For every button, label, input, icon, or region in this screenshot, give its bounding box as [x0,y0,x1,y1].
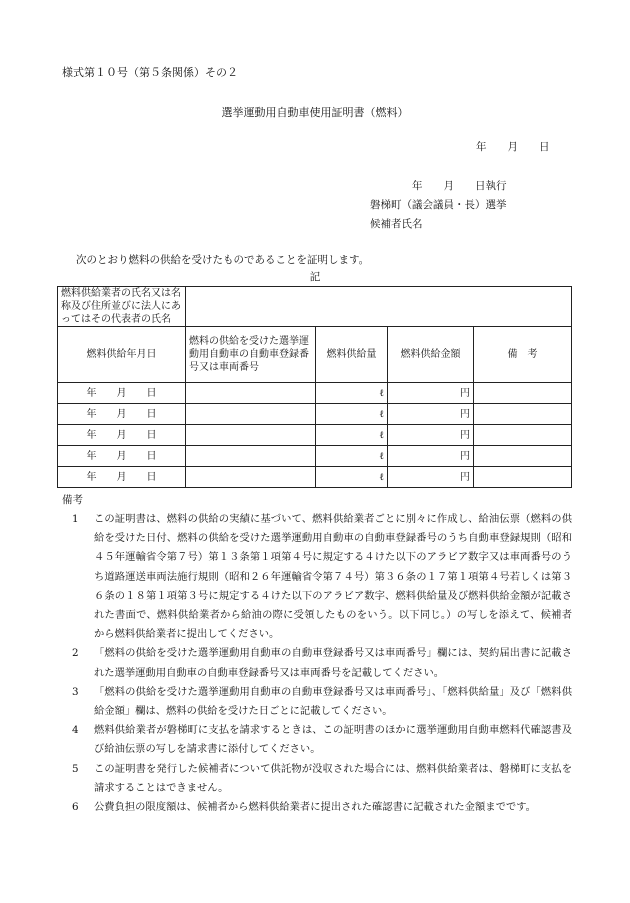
note-number: 2 [72,647,79,660]
row-qty-unit: ℓ [316,446,388,467]
election-date: 年 月 日執行 [412,180,507,192]
note-number: 3 [72,685,79,698]
row-date: 年 月 日 [58,425,186,446]
row-vehicle [186,467,316,488]
certification-statement: 次のとおり燃料の供給を受けたものであることを証明します。 [76,254,370,266]
row-amount-unit: 円 [388,467,474,488]
row-qty-unit: ℓ [316,467,388,488]
ki-label: 記 [309,271,321,283]
notes-section [62,491,582,817]
table-row [58,446,572,467]
row-remarks [474,467,572,488]
document-title: 選挙運動用自動車使用証明書（燃料） [221,106,409,119]
note-number: 4 [72,724,79,737]
row-vehicle [186,383,316,404]
note-text: この証明書は、燃料の供給の実績に基づいて、燃料供給業者ごとに別々に作成し、給油伝票（燃料の供給を受けた日付、燃料の供給を受けた選挙運動用自動車の自動車登録番号のうち自動車登録規則（昭和４５年運輸省令第７号）第１３条第１項第４号に規定する４けた以下のアラビア数字又は車両番号のうち道路運送車両法施行規則（昭和２６年運輸省令第７４号）第３６条の１７第１項第４号若しくは第３６条の１８第１項第３号に規定する４けた以下のアラビア数字、燃料供給量及び燃料供給金額が記載された書面で、燃料供給業者から給油の際に受領したものをいう。以下同じ。）の写しを添えて、候補者から燃料供給業者に提出してください。 [94,513,572,641]
note-number: 5 [72,762,79,775]
note-text: この証明書を発行した候補者について供託物が没収された場合には、燃料供給業者は、磐梯町に支払を請求することはできません。 [94,762,572,794]
note-item [62,510,582,644]
row-date: 年 月 日 [58,404,186,425]
table-row [58,383,572,404]
header-fuel-quantity: 燃料供給量 [316,327,388,383]
row-date: 年 月 日 [58,446,186,467]
header-remarks: 備 考 [474,327,572,383]
election-name: 磐梯町（議会議員・長）選挙 [370,199,507,211]
note-item [62,721,582,759]
note-number: 1 [72,513,79,525]
note-item [62,644,582,682]
row-qty-unit: ℓ [316,404,388,425]
row-remarks [474,425,572,446]
row-remarks [474,446,572,467]
fuel-supply-table [57,286,572,488]
row-date: 年 月 日 [58,383,186,404]
row-amount-unit: 円 [388,425,474,446]
header-vehicle-number: 燃料の供給を受けた選挙運動用自動車の自動車登録番号又は車両番号 [186,327,316,383]
row-vehicle [186,425,316,446]
issue-date: 年 月 日 [476,141,550,153]
note-item [62,760,582,798]
row-amount-unit: 円 [388,446,474,467]
row-amount-unit: 円 [388,404,474,425]
row-date: 年 月 日 [58,467,186,488]
table-row [58,467,572,488]
supplier-label-cell: 燃料供給業者の氏名又は名称及び住所並びに法人にあってはその代表者の氏名 [58,287,186,327]
header-fuel-amount: 燃料供給金額 [388,327,474,383]
row-vehicle [186,404,316,425]
note-text: 燃料供給業者が磐梯町に支払を請求するときは、この証明書のほかに選挙運動用自動車燃料代確認書及び給油伝票の写しを請求書に添付してください。 [94,724,572,756]
note-text: 「燃料の供給を受けた選挙運動用自動車の自動車登録番号又は車両番号」、「燃料供給量」及び「燃料供給金額」欄は、燃料の供給を受けた日ごとに記載してください。 [94,685,572,718]
row-remarks [474,404,572,425]
row-vehicle [186,446,316,467]
note-item [62,798,582,817]
row-amount-unit: 円 [388,383,474,404]
table-row [58,404,572,425]
supplier-value-cell [186,287,572,327]
candidate-name-label: 候補者氏名 [370,218,423,230]
table-row [58,425,572,446]
row-remarks [474,383,572,404]
header-supply-date: 燃料供給年月日 [58,327,186,383]
note-text: 「燃料の供給を受けた選挙運動用自動車の自動車登録番号又は車両番号」欄には、契約届出書に記載された選挙運動用自動車の自動車登録番号又は車両番号を記載してください。 [94,647,572,679]
row-qty-unit: ℓ [316,425,388,446]
notes-title: 備考 [62,494,83,506]
note-item [62,683,582,721]
row-qty-unit: ℓ [316,383,388,404]
form-number: 様式第１０号（第５条関係）その２ [62,66,238,79]
note-number: 6 [72,801,79,814]
note-text: 公費負担の限度額は、候補者から燃料供給業者に提出された確認書に記載された金額までです。 [94,801,536,814]
